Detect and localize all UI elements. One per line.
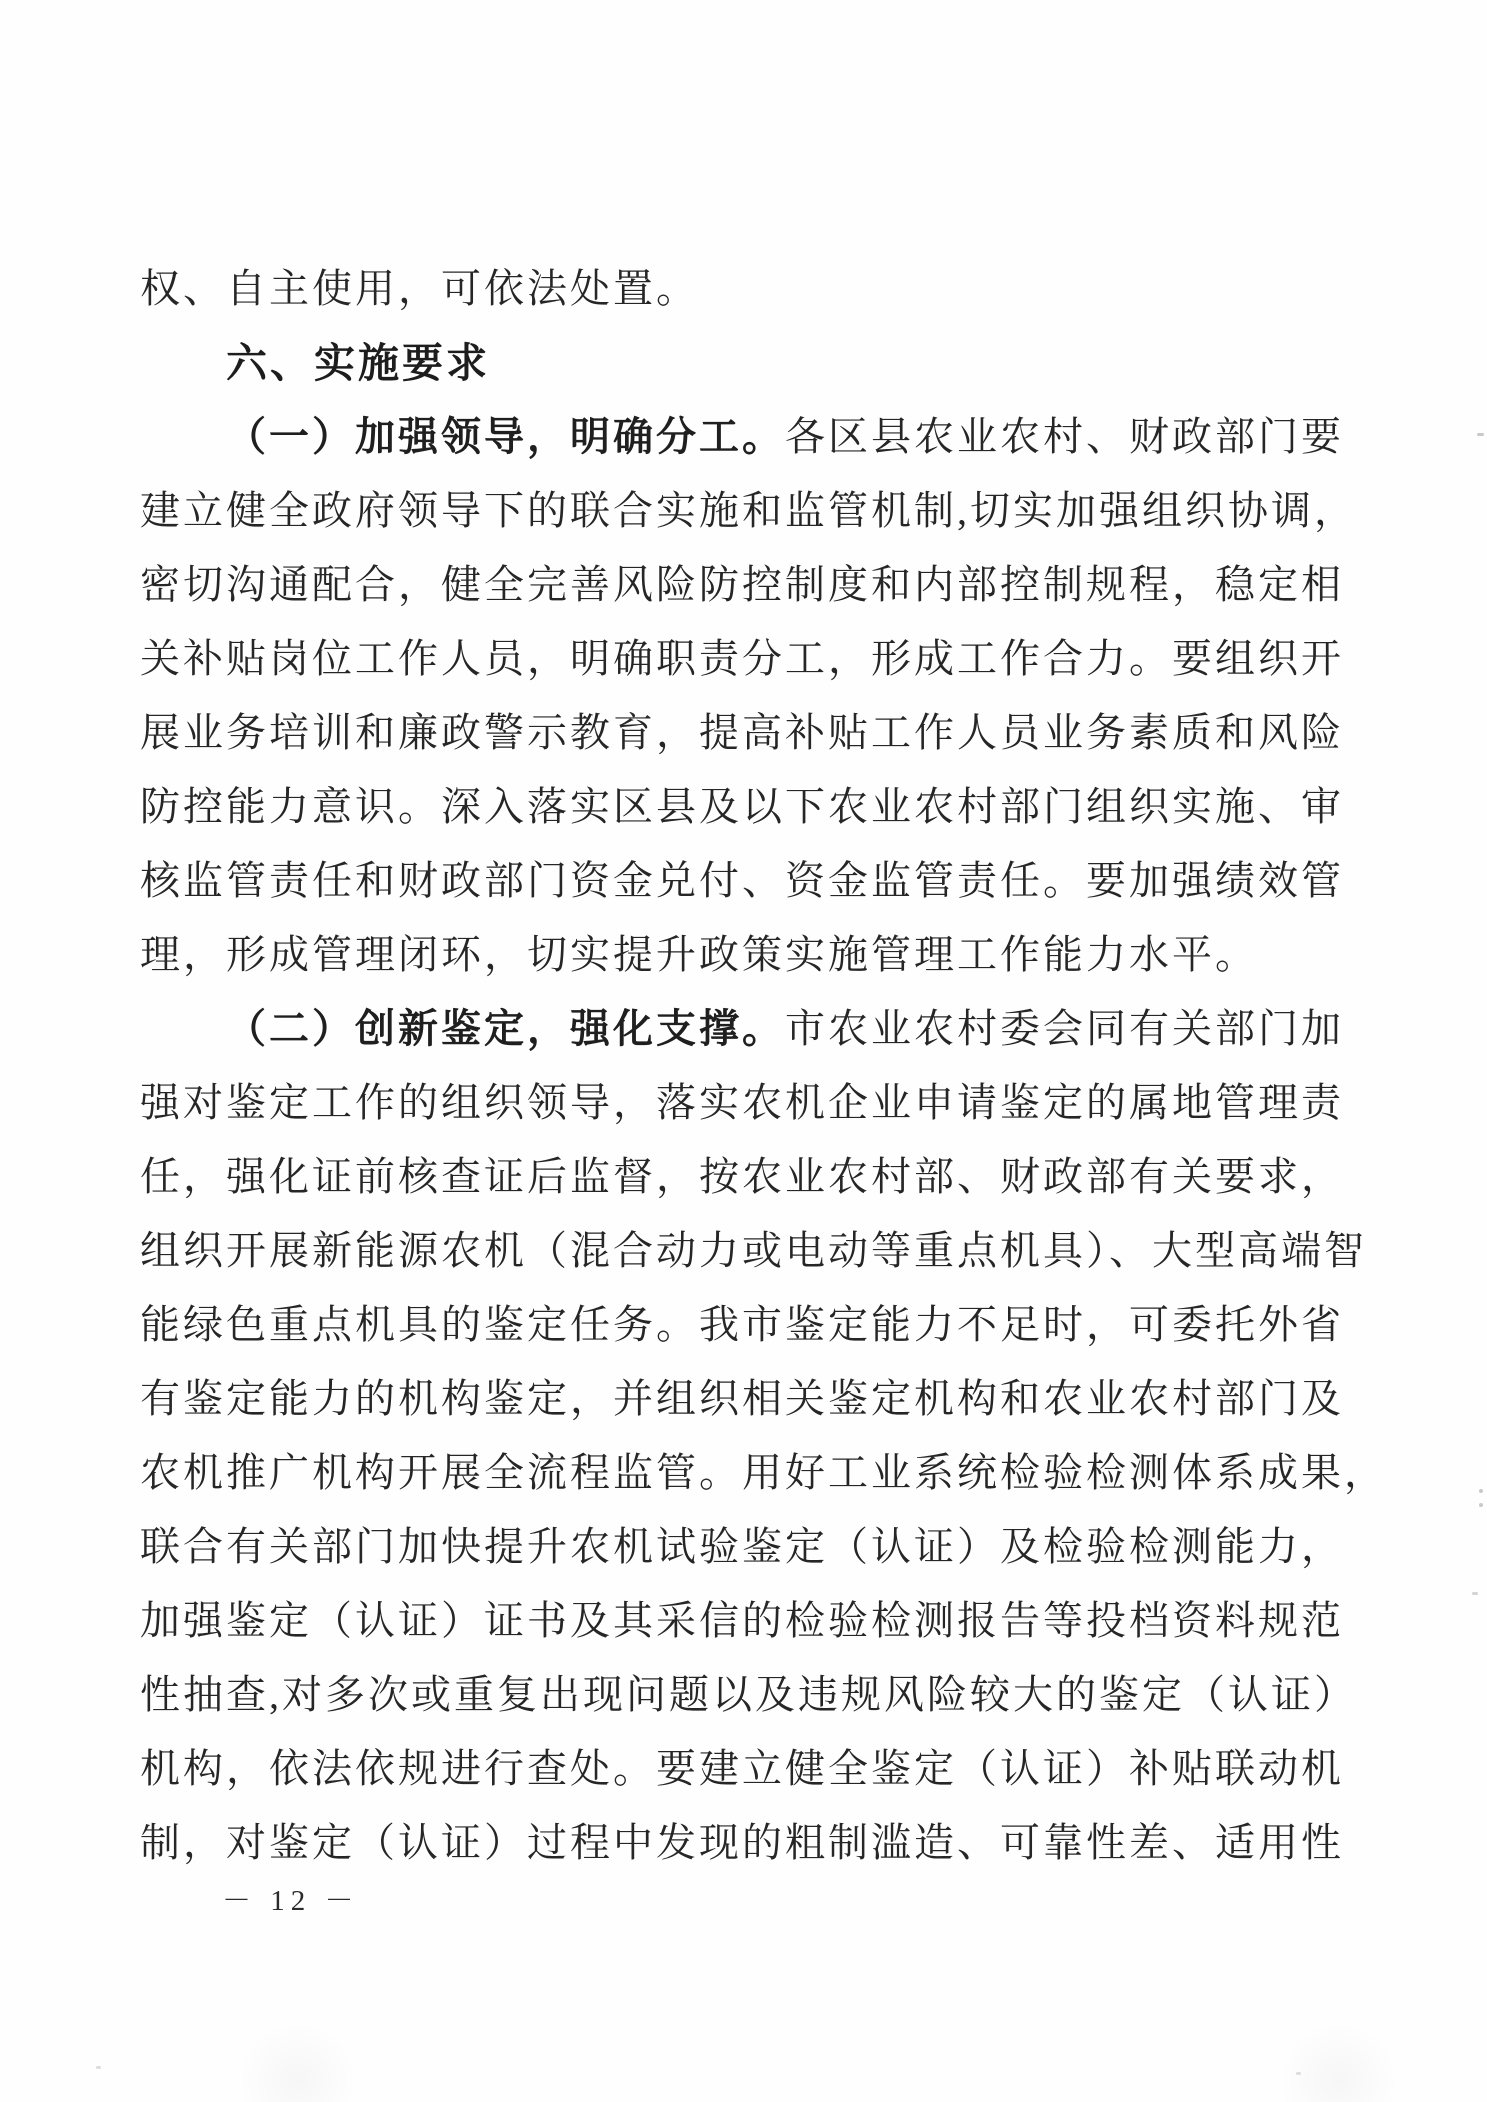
text-line: 理，形成管理闭环，切实提升政策实施管理工作能力水平。 [140,932,1258,977]
text-line: 关补贴岗位工作人员，明确职责分工，形成工作合力。要组织开 [140,636,1344,681]
page-number: － 12 － [222,1885,360,1917]
paragraph-lead: （一）加强领导，明确分工。 [226,414,785,459]
text-line: 机构，依法依规进行查处。要建立健全鉴定（认证）补贴联动机 [140,1746,1344,1791]
scan-speckle [1479,1503,1483,1507]
text-line: 联合有关部门加快提升农机试验鉴定（认证）及检验检测能力， [140,1524,1344,1569]
scan-speckle [1479,1489,1483,1493]
paragraph-lead: （二）创新鉴定，强化支撑。 [226,1006,785,1051]
text-line: 密切沟通配合，健全完善风险防控制度和内部控制规程，稳定相 [140,562,1344,607]
scan-speckle [1472,1592,1478,1595]
text-line: 能绿色重点机具的鉴定任务。我市鉴定能力不足时，可委托外省 [140,1302,1344,1347]
text-line: 加强鉴定（认证）证书及其采信的检验检测报告等投档资料规范 [140,1598,1344,1643]
scan-speckle [96,2066,101,2069]
text-line: 核监管责任和财政部门资金兑付、资金监管责任。要加强绩效管 [140,858,1344,903]
document-body [140,252,1387,1880]
scan-speckle [1477,433,1484,436]
text-line: 有鉴定能力的机构鉴定，并组织相关鉴定机构和农业农村部门及 [140,1376,1344,1421]
section-heading: 六、实施要求 [226,340,490,386]
text-line: 防控能力意识。深入落实区县及以下农业农村部门组织实施、审 [140,784,1344,829]
text-line: 农机推广机构开展全流程监管。用好工业系统检验检测体系成果， [140,1450,1387,1495]
text-line: 展业务培训和廉政警示教育，提高补贴工作人员业务素质和风险 [140,710,1344,755]
text-line: （一）加强领导，明确分工。各区县农业农村、财政部门要 [226,414,1344,459]
text-line: 任，强化证前核查证后监督，按农业农村部、财政部有关要求， [140,1154,1344,1199]
text-line: 组织开展新能源农机（混合动力或电动等重点机具）、大型高端智 [140,1228,1367,1273]
text-line: 强对鉴定工作的组织领导，落实农机企业申请鉴定的属地管理责 [140,1080,1344,1125]
text-line: 制，对鉴定（认证）过程中发现的粗制滥造、可靠性差、适用性 [140,1820,1344,1865]
text-line: 建立健全政府领导下的联合实施和监管机制,切实加强组织协调， [140,488,1357,533]
text-line: 性抽查,对多次或重复出现问题以及违规风险较大的鉴定（认证） [140,1672,1357,1717]
text-line: 权、自主使用，可依法处置。 [140,266,699,311]
scan-speckle [1296,2072,1301,2075]
text-line: （二）创新鉴定，强化支撑。市农业农村委会同有关部门加 [226,1006,1344,1051]
